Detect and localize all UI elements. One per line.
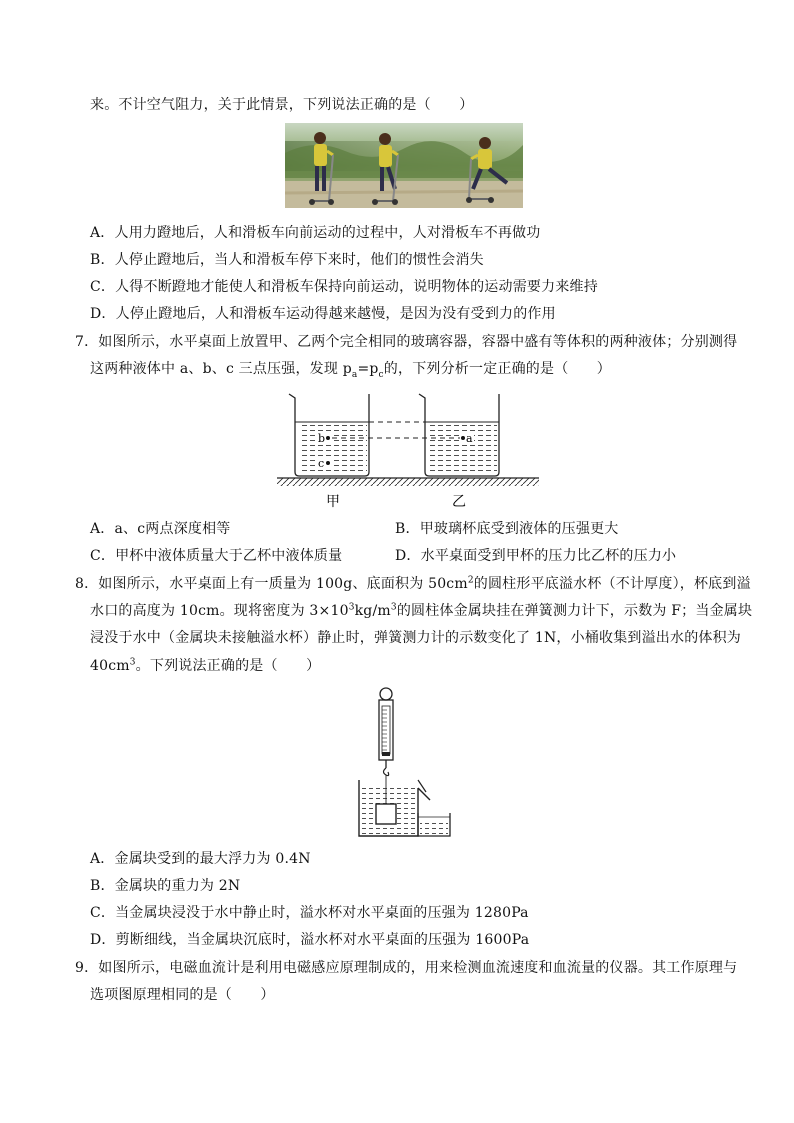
q7-option-b: B．甲玻璃杯底受到液体的压强更大: [395, 521, 619, 537]
q6-option-a: A．人用力蹬地后，人和滑板车向前运动的过程中，人对滑板车不再做功: [90, 225, 541, 241]
q9-stem-line2: 选项图原理相同的是（ ）: [90, 987, 275, 1003]
q8-option-a: A．金属块受到的最大浮力为 0.4N: [90, 851, 311, 867]
q8-option-c: C．当金属块浸没于水中静止时，溢水杯对水平桌面的压强为 1280Pa: [90, 905, 529, 921]
q8-option-d: D．剪断细线，当金属块沉底时，溢水杯对水平桌面的压强为 1600Pa: [90, 932, 530, 948]
point-c: [326, 461, 330, 465]
q8-stem-line2: 水口的高度为 10cm。现将密度为 $3\times 10^3kg/m^3$的圆柱体金属块挂在弹簧测力计下，示数为 F；当金属块: [90, 602, 753, 619]
beakers-figure: [277, 388, 539, 512]
point-c-label: c: [318, 457, 325, 470]
q8-stem-line3: 浸没于水中（金属块未接触溢水杯）静止时，弹簧测力计的示数变化了 1N，小桶收集到溢出水的体积为: [90, 630, 742, 646]
point-a-label: a: [466, 432, 473, 445]
q6-stem-tail: 来。不计空气阻力，关于此情景，下列说法正确的是（ ）: [90, 97, 474, 113]
q8-stem-line1: 8．如图所示，水平桌面上有一质量为 100g、底面积为 $50cm^2$的圆柱形平底溢水杯（不计厚度），杯底到溢: [75, 575, 751, 592]
beaker-label-jia: 甲: [326, 494, 340, 510]
q7-option-d: D．水平桌面受到甲杯的压力比乙杯的压力小: [395, 548, 677, 564]
beaker-label-yi: 乙: [452, 494, 466, 510]
q7-stem-line1: 7．如图所示，水平桌面上放置甲、乙两个完全相同的玻璃容器，容器中盛有等体积的两种液体；分别测得: [75, 334, 738, 350]
q9-stem-line1: 9．如图所示，电磁血流计是利用电磁感应原理制成的，用来检测血流速度和血流量的仪器。其工作原理与: [75, 960, 738, 976]
q6-option-b: B．人停止蹬地后，当人和滑板车停下来时，他们的惯性会消失: [90, 252, 484, 268]
point-a: [461, 436, 465, 440]
point-b: [326, 436, 330, 440]
q8-stem-line4: $40cm^3$。下列说法正确的是（ ）: [90, 657, 321, 674]
q7-stem-line2: 这两种液体中 a、b、c 三点压强，发现 $p_a=p_c$的，下列分析一定正确的是（ ）: [90, 361, 611, 380]
q7-option-c: C．甲杯中液体质量大于乙杯中液体质量: [90, 548, 343, 564]
spring-scale-figure: [354, 686, 454, 842]
point-b-label: b: [318, 432, 326, 445]
q6-option-c: C．人得不断蹬地才能使人和滑板车保持向前运动，说明物体的运动需要力来维持: [90, 279, 598, 295]
q6-option-d: D．人停止蹬地后，人和滑板车运动得越来越慢，是因为没有受到力的作用: [90, 306, 556, 322]
scooter-photo: [285, 123, 523, 208]
q8-option-b: B．金属块的重力为 2N: [90, 878, 241, 894]
q7-option-a: A．a、c两点深度相等: [90, 521, 231, 537]
